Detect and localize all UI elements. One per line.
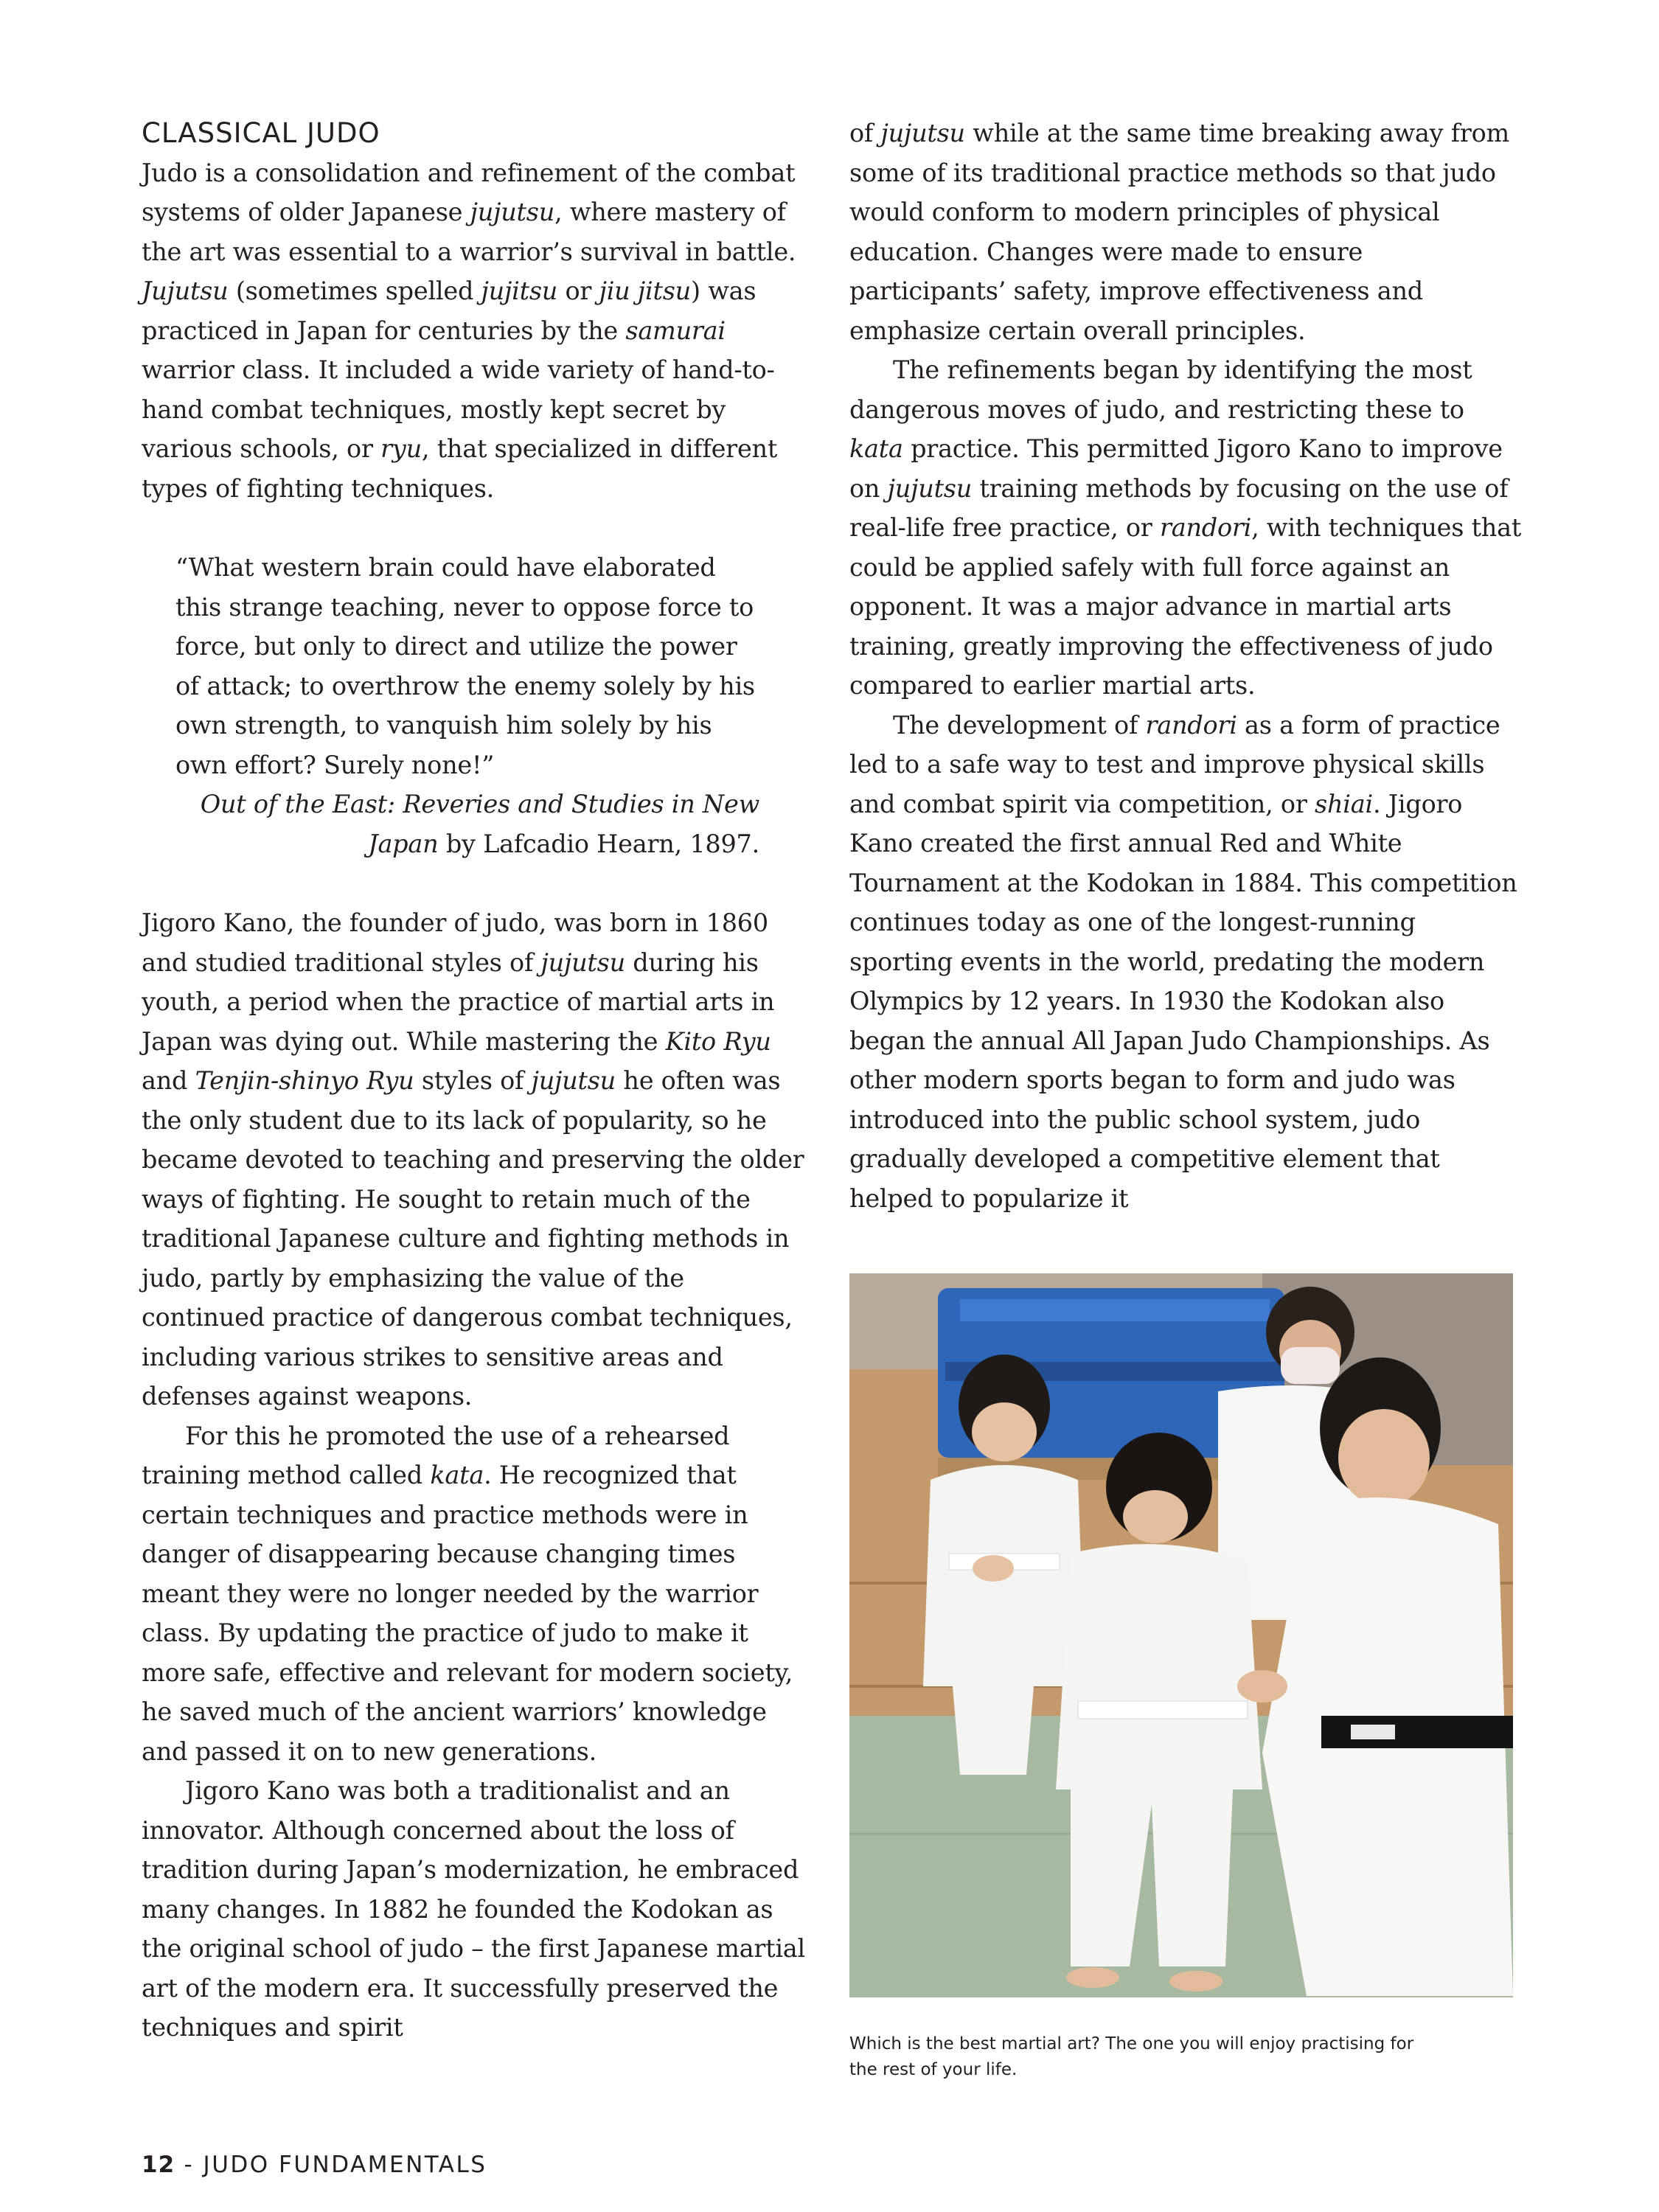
- page-footer: [142, 2152, 487, 2178]
- italic-term: samurai: [625, 316, 726, 345]
- text-run: , where mastery of the art was essential to a warrior’s survival in battle.: [142, 198, 796, 266]
- left-column: [142, 114, 805, 2048]
- body-paragraph-2: [142, 903, 805, 1416]
- text-run: ) was practiced in Japan for centuries by the: [142, 276, 757, 345]
- italic-term: randori: [1145, 710, 1237, 740]
- body-paragraph-7: [849, 706, 1524, 1219]
- italic-term: Kito Ryu: [665, 1026, 771, 1056]
- italic-term: jiu jitsu: [599, 276, 691, 305]
- photo-illustration: [849, 1273, 1513, 1997]
- text-run: . He recognized that certain techniques and practice methods were in danger of disappearing because changing times meant they were no longer needed by the warrior class. By updating the practice of judo to make it more safe, effective and relevant for modern society, he saved much of the ancient warriors’ knowledge and passed it on to new generations.: [142, 1461, 793, 1766]
- text-run: , with techniques that could be applied safely with full force against an opponent. It was a major advance in martial arts training, greatly improving the effectiveness of judo compared to earlier martial arts.: [849, 513, 1522, 700]
- quote-source-title: Out of the East: Reveries and Studies in New Japan: [200, 790, 759, 858]
- page-number: 12: [142, 2152, 175, 2178]
- text-run: warrior class. It included a wide variety of hand-to-hand combat techniques, mostly kept secret by various schools, or: [142, 355, 775, 463]
- quote-attribution: [142, 785, 759, 863]
- book-title: JUDO FUNDAMENTALS: [203, 2152, 487, 2178]
- block-quote: [175, 548, 765, 785]
- italic-term: jujitsu: [481, 276, 558, 305]
- body-paragraph-3: [142, 1416, 805, 1772]
- quote-source-author: by Lafcadio Hearn, 1897.: [438, 829, 759, 858]
- text-run: Jigoro Kano was both a traditionalist and an innovator. Although concerned about the loss of tradition during Japan’s modernization, he embraced many changes. In 1882 he founded the Kodokan as the original school of judo – the first Japanese martial art of the modern era. It successfully preserved the techniques and spirit: [142, 1776, 805, 2042]
- judo-class-photo: [849, 1273, 1513, 1997]
- body-paragraph-5: [849, 114, 1524, 350]
- text-run: The development of: [893, 710, 1146, 740]
- photo-caption: Which is the best martial art? The one you will enjoy practising for the rest of your life.: [849, 2034, 1414, 2079]
- italic-term: jujutsu: [470, 198, 555, 226]
- text-run: during his youth, a period when the practice of martial arts in Japan was dying out. While mastering the: [142, 947, 775, 1056]
- italic-term: kata: [430, 1461, 484, 1489]
- text-run: The refinements began by identifying the most dangerous moves of judo, and restricting these to: [849, 355, 1472, 424]
- italic-term: randori: [1159, 513, 1252, 542]
- body-paragraph-6: [849, 350, 1524, 706]
- italic-term: Jujutsu: [142, 276, 229, 305]
- text-run: or: [557, 276, 599, 305]
- body-paragraph-1: [142, 153, 805, 509]
- quote-text: “What western brain could have elaborated this strange teaching, never to oppose force to force, but only to direct and utilize the power of attack; to overthrow the enemy solely by his own strength, to vanquish him solely by his own effort? Surely none!”: [175, 553, 755, 779]
- text-run: training methods by focusing on the use of real-life free practice, or: [849, 473, 1509, 542]
- text-run: For this he promoted the use of a rehearsed training method called: [142, 1421, 730, 1489]
- text-run: while at the same time breaking away from some of its traditional practice methods so that judo would conform to modern principles of physical education. Changes were made to ensure participants’ safety, improve effectiveness and emphasize certain overall principles.: [849, 119, 1510, 345]
- text-run: as a form of practice led to a safe way to test and improve physical skills and combat spirit via competition, or: [849, 710, 1500, 818]
- italic-term: shiai: [1315, 789, 1373, 818]
- right-column: [849, 114, 1524, 1218]
- italic-term: jujutsu: [887, 473, 973, 503]
- text-run: of: [849, 119, 881, 147]
- text-run: practice. This permitted Jigoro Kano to improve on: [849, 434, 1503, 503]
- text-run: . Jigoro Kano created the first annual Red and White Tournament at the Kodokan in 1884. This competition continues today as one of the longest-running sporting events in the world, predating the modern Olympics by 12 years. In 1930 the Kodokan also began the annual All Japan Judo Championships. As other modern sports began to form and judo was introduced into the public school system, judo gradually developed a competitive element that helped to popularize it: [849, 789, 1517, 1213]
- text-run: Judo is a consolidation and refinement of the combat systems of older Japanese: [142, 158, 796, 226]
- text-run: and: [142, 1066, 195, 1095]
- italic-term: jujutsu: [540, 947, 625, 977]
- text-run: he often was the only student due to its lack of popularity, so he became devoted to teaching and preserving the older ways of fighting. He sought to retain much of the traditional Japanese culture and fighting methods in judo, partly by emphasizing the value of the continued practice of dangerous combat techniques, including various strikes to sensitive areas and defenses against weapons.: [142, 1066, 804, 1411]
- italic-term: ryu: [380, 434, 422, 463]
- body-paragraph-4: [142, 1771, 805, 2048]
- footer-separator: -: [175, 2152, 204, 2178]
- italic-term: Tenjin-shinyo Ryu: [195, 1066, 414, 1095]
- italic-term: jujutsu: [880, 119, 965, 147]
- text-run: (sometimes spelled: [228, 276, 481, 305]
- italic-term: kata: [849, 434, 903, 463]
- text-run: styles of: [414, 1066, 532, 1095]
- text-run: Jigoro Kano, the founder of judo, was born in 1860 and studied traditional styles of: [142, 908, 768, 977]
- section-heading: CLASSICAL JUDO: [142, 117, 380, 149]
- italic-term: jujutsu: [531, 1066, 616, 1095]
- text-run: , that specialized in different types of fighting techniques.: [142, 434, 778, 503]
